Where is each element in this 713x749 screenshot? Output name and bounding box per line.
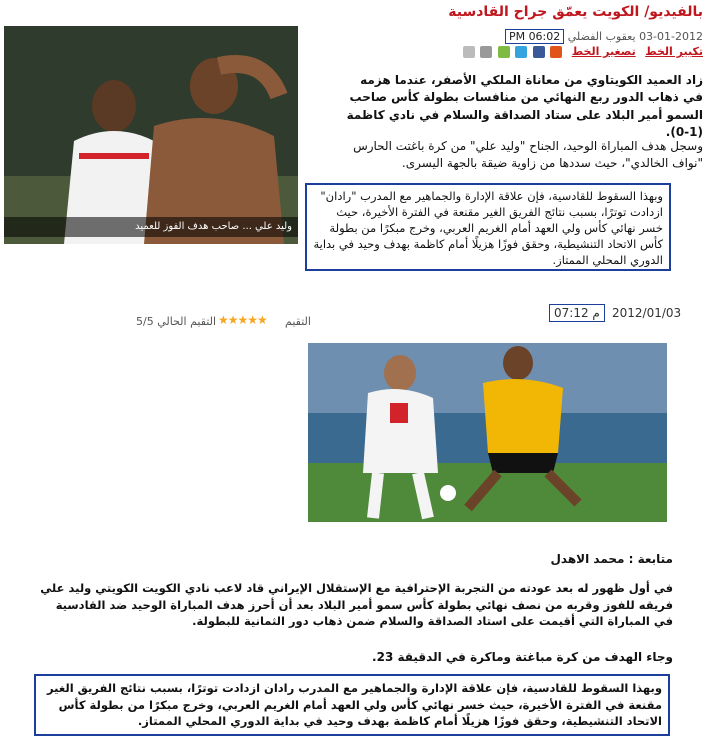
article2-time: 07:12 م — [549, 304, 605, 322]
enlarge-font-button[interactable]: تكبير الخط — [645, 45, 703, 58]
add-icon[interactable] — [550, 46, 562, 58]
rating-stars[interactable]: ★★★★★ — [218, 313, 267, 327]
rating-label: التقيم — [285, 315, 311, 328]
print-icon[interactable] — [480, 46, 492, 58]
article2-paragraph: في أول ظهور له بعد عودته من التجربة الإحترافية مع الإستقلال الإيراني قاد لاعب نادي الكويت الكويتي وليد علي فريقه للفوز وقربه من نصف نهائي بطولة كأس سمو أمير البلاد بعد أن أحرز هدف المباراة الوحيد ضد القادسية في المباراة التي أقيمت على استاد الصداقة والسلام ضمن ذهاب دور الثمانية للبطولة. — [40, 581, 673, 629]
article-lead: زاد العميد الكويتاوي من معاناة الملكي الأصفر، عندما هزمه في ذهاب الدور ربع النهائي من منافسات بطولة كأس صاحب السمو أمير البلاد على ستاد الصداقة والسلام في نادي كاظمة (1-0). — [346, 73, 703, 140]
article-title[interactable]: بالفيديو/ الكويت يعمّق جراح القادسية — [448, 4, 703, 20]
match-photo — [308, 343, 667, 522]
twitter-icon[interactable] — [515, 46, 527, 58]
article2-paragraph: وجاء الهدف من كرة مباغتة وماكرة في الدقيقة 23. — [372, 650, 673, 664]
article-photo — [4, 26, 298, 244]
article-meta — [343, 30, 703, 43]
article-time: 06:02 PM — [505, 29, 564, 44]
shrink-font-button[interactable]: تصغير الخط — [571, 45, 636, 58]
article2-byline: متابعة : محمد الاهدل — [550, 552, 673, 566]
highlighted-paragraph: وبهذا السقوط للقادسية، فإن علاقة الإدارة والجماهير مع المدرب رادان ازدادت توترًا، بسبب نتائج الفريق الغير مقنعة في الفترة الأخيرة، حيث خسر نهائي كأس ولي العهد أمام الغريم العربي، وخرج مبكرًا من بطولة كأس الاتحاد التنشيطية، وحقق فوزًا هزيلًا أمام كاظمة بهدف وحيد في بداية الدوري المحلي الممتاز. — [34, 674, 670, 736]
current-rating: التقيم الحالي 5/5 — [136, 315, 217, 328]
article-paragraph: وسجل هدف المباراة الوحيد، الجناح "وليد علي" من كرة باغتت الحارس "نواف الخالدي"، حيث سددها من زاوية ضيقة بالجهة اليسرى. — [353, 139, 703, 171]
facebook-icon[interactable] — [533, 46, 545, 58]
highlighted-paragraph: وبهذا السقوط للقادسية، فإن علاقة الإدارة والجماهير مع المدرب "رادان" ازدادت توترًا، بسبب نتائج الفريق الغير مقنعة في الفترة الأخيرة، حيث خسر نهائي كأس ولي العهد أمام الغريم العربي، وخرج مبكرًا من بطولة كأس الاتحاد التنشيطية، وحقق فوزًا هزيلًا أمام كاظمة بهدف وحيد في بداية الدوري المحلي الممتاز. — [305, 183, 671, 271]
article-tools — [343, 45, 703, 61]
article-author: يعقوب الفضلي — [567, 30, 636, 43]
photo-caption: وليد علي ... صاحب هدف الفوز للعميد — [4, 217, 298, 237]
share-icon[interactable] — [498, 46, 510, 58]
email-icon[interactable] — [463, 46, 475, 58]
article2-date: 2012/01/03 — [612, 306, 682, 320]
article-date: 03-01-2012 — [639, 30, 703, 43]
